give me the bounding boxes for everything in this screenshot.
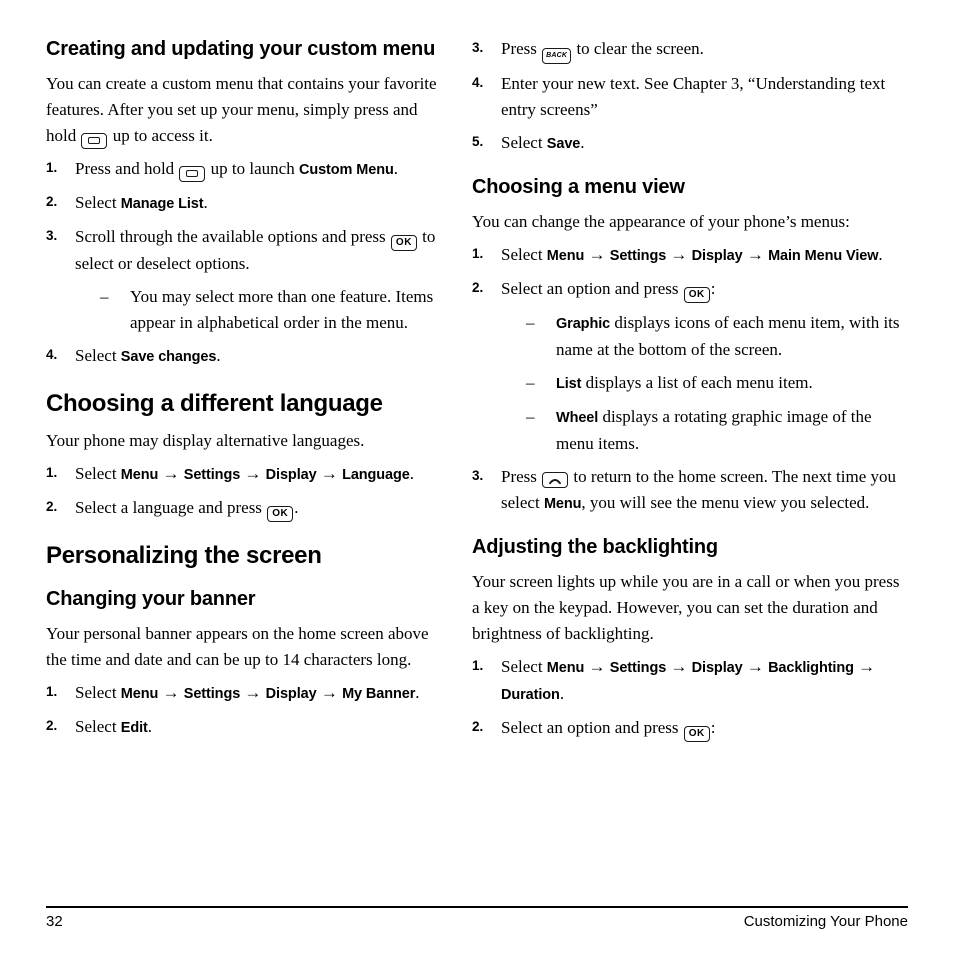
- sub-item-text: Graphic displays icons of each menu item, with its name at the bottom of the screen.: [556, 312, 900, 359]
- list-item: [472, 71, 908, 123]
- sub-item-text: You may select more than one feature. Items appear in alphabetical order in the menu.: [130, 287, 434, 332]
- ok-key-icon: OK: [267, 506, 293, 522]
- step-number: 3.: [472, 467, 484, 483]
- dash-bullet: –: [526, 406, 535, 426]
- list-item: [472, 464, 908, 517]
- step-text: Press BACK to clear the screen.: [501, 36, 704, 64]
- step-number: 1.: [46, 684, 58, 700]
- step-text: Select Menu → Settings → Display → Backlighting → Duration.: [501, 656, 876, 703]
- bold-term: Graphic: [556, 315, 611, 332]
- back-key-icon: BACK: [542, 48, 571, 64]
- list-item: [46, 190, 438, 217]
- list-item: [46, 495, 438, 522]
- step-number: 2.: [472, 279, 484, 295]
- step-text: Press to return to the home screen. The next time you select Menu, you will see the menu view you selected.: [501, 466, 896, 512]
- bold-term: Save changes: [120, 349, 217, 365]
- bold-term: Duration: [501, 686, 560, 703]
- sub-list-item: [526, 370, 908, 397]
- step-text: Select Menu → Settings → Display → My Banner.: [75, 683, 420, 703]
- bold-term: List: [556, 375, 582, 392]
- right-column: [472, 36, 908, 749]
- ok-key-icon: OK: [684, 726, 710, 742]
- language-heading: Choosing a different language: [46, 390, 383, 417]
- sub-list-item: [526, 310, 908, 363]
- bold-term: Manage List: [120, 196, 204, 212]
- step-number: 1.: [46, 160, 58, 175]
- bold-term: Display: [691, 247, 743, 264]
- step-text: Select a language and press OK .: [75, 495, 298, 522]
- bold-term: Menu: [120, 686, 159, 703]
- sub-list-item: [526, 404, 908, 457]
- step-number: 2.: [472, 718, 484, 734]
- bold-term: Save: [546, 135, 581, 152]
- bold-term: Menu: [120, 466, 159, 483]
- sub-list-item: [100, 284, 438, 336]
- bold-term: Settings: [183, 466, 241, 483]
- step-number: 2.: [46, 194, 58, 209]
- page-footer: [46, 906, 908, 930]
- list-item: [472, 276, 908, 303]
- dash-bullet: –: [100, 287, 109, 306]
- bold-term: Settings: [609, 247, 667, 264]
- bold-term: Settings: [183, 686, 241, 703]
- bold-term: Menu: [546, 247, 585, 264]
- list-item: [472, 654, 908, 708]
- bold-term: Backlighting: [768, 659, 854, 676]
- list-item: [46, 714, 438, 741]
- backlighting-heading: Adjusting the backlighting: [472, 535, 718, 558]
- banner-heading: Changing your banner: [46, 588, 256, 611]
- menu-view-heading: Choosing a menu view: [472, 175, 685, 198]
- key-bar-glyph: [186, 170, 198, 177]
- step-text: Select Menu → Settings → Display → Language.: [75, 463, 414, 483]
- paragraph: Your phone may display alternative languages.: [46, 430, 365, 450]
- bold-term: Display: [691, 659, 743, 676]
- step-text: Scroll through the available options and press OK to select or deselect options.: [75, 227, 436, 273]
- bold-term: Menu: [546, 659, 585, 676]
- list-item: [472, 36, 908, 64]
- sub-item-text: List displays a list of each menu item.: [556, 372, 813, 392]
- step-number: 4.: [46, 347, 58, 362]
- softkey-icon: [81, 133, 107, 149]
- list-item: [46, 343, 438, 370]
- step-text: Select Menu → Settings → Display → Main Menu View.: [501, 244, 883, 264]
- bold-term: My Banner: [342, 686, 416, 703]
- personalizing-heading: Personalizing the screen: [46, 541, 322, 569]
- dash-bullet: –: [526, 372, 535, 392]
- ok-key-icon: OK: [391, 235, 417, 251]
- paragraph: You can change the appearance of your phone’s menus:: [472, 211, 850, 231]
- key-bar-glyph: [88, 137, 100, 144]
- step-number: 2.: [46, 718, 58, 734]
- step-text: Enter your new text. See Chapter 3, “Understanding text entry screens”: [501, 73, 886, 119]
- bold-term: Settings: [609, 659, 667, 676]
- step-number: 3.: [472, 40, 484, 55]
- list-item: [472, 130, 908, 157]
- step-text: Press and hold up to launch Custom Menu.: [75, 156, 398, 183]
- bold-term: Display: [265, 466, 317, 483]
- list-item: [46, 461, 438, 488]
- end-key-icon: [542, 472, 568, 488]
- step-number: 4.: [472, 74, 484, 90]
- step-text: Select an option and press OK :: [501, 715, 716, 742]
- two-column-layout: [46, 36, 908, 749]
- step-number: 2.: [46, 498, 58, 514]
- softkey-icon: [179, 166, 205, 182]
- sub-item-text: Wheel displays a rotating graphic image of the menu items.: [556, 406, 872, 453]
- step-number: 1.: [472, 245, 484, 261]
- bold-term: Main Menu View: [768, 247, 879, 264]
- list-item: [472, 715, 908, 742]
- step-number: 5.: [472, 133, 484, 149]
- handset-glyph: [548, 476, 562, 485]
- bold-term: Wheel: [556, 409, 599, 426]
- step-text: Select Save changes.: [75, 346, 221, 365]
- list-item: [46, 224, 438, 277]
- page-number: 32: [46, 913, 63, 930]
- bold-term: Display: [265, 686, 317, 703]
- step-number: 1.: [472, 657, 484, 673]
- custom-menu-heading: Creating and updating your custom menu: [46, 38, 436, 60]
- step-number: 3.: [46, 228, 58, 243]
- ok-key-icon: OK: [684, 287, 710, 303]
- step-text: Select Save.: [501, 132, 585, 152]
- paragraph: Your screen lights up while you are in a call or when you press a key on the keypad. However, you can set the duration and brightness of backlighting.: [472, 571, 900, 643]
- step-text: Select Manage List.: [75, 193, 208, 212]
- bold-term: Edit: [120, 720, 148, 737]
- paragraph: You can create a custom menu that contains your favorite features. After you set up your menu, simply press and hold up to access it.: [46, 71, 438, 149]
- step-text: Select Edit.: [75, 717, 153, 737]
- step-text: Select an option and press OK :: [501, 276, 716, 303]
- paragraph: Your personal banner appears on the home screen above the time and date and can be up to 14 characters long.: [46, 624, 429, 670]
- dash-bullet: –: [526, 312, 535, 332]
- bold-term: Language: [342, 466, 410, 483]
- left-column: [46, 36, 438, 749]
- footer-title: Customizing Your Phone: [743, 913, 908, 930]
- list-item: [472, 242, 908, 269]
- list-item: [46, 680, 438, 707]
- bold-term: Menu: [543, 495, 582, 512]
- list-item: [46, 156, 438, 183]
- bold-term: Custom Menu: [298, 162, 394, 178]
- step-number: 1.: [46, 464, 58, 480]
